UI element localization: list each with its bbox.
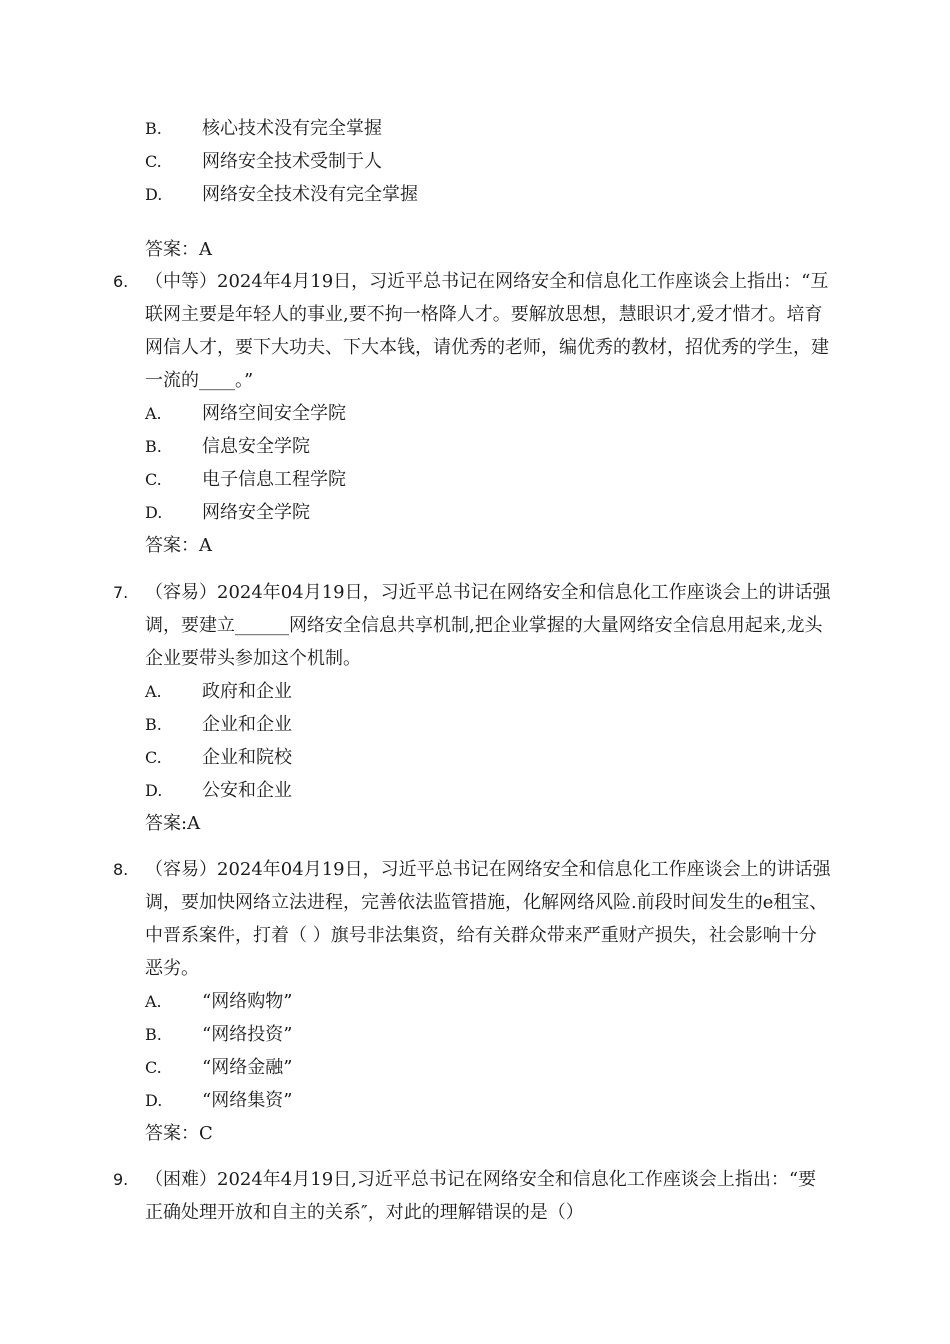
question-8 (113, 853, 833, 1150)
option-text: 网络安全技术受制于人 (202, 151, 382, 172)
option-letter: C. (145, 152, 162, 171)
question-options (145, 985, 833, 1117)
option-b (145, 1018, 833, 1051)
option-text: 信息安全学院 (202, 436, 310, 457)
option-letter: C. (145, 470, 162, 489)
option-letter: A. (145, 404, 162, 423)
option-c (145, 463, 833, 496)
option-text: 企业和院校 (202, 747, 292, 768)
question-7 (113, 576, 833, 840)
option-letter: D. (145, 781, 163, 800)
option-text: “网络集资” (202, 1090, 293, 1111)
option-a (145, 675, 833, 708)
option-letter: D. (145, 503, 163, 522)
question-6 (113, 265, 833, 562)
question-number: 6. (113, 272, 129, 291)
question-number: 9. (113, 1170, 129, 1189)
option-text: 电子信息工程学院 (202, 469, 346, 490)
option-text: 企业和企业 (202, 714, 292, 735)
answer-line: 答案：A (145, 535, 212, 556)
option-b (145, 112, 845, 145)
option-letter: D. (145, 185, 163, 204)
option-letter: B. (145, 437, 162, 456)
option-c (145, 1051, 833, 1084)
option-text: “网络金融” (202, 1057, 293, 1078)
option-text: “网络投资” (202, 1024, 293, 1045)
option-a (145, 397, 833, 430)
option-text: 政府和企业 (202, 681, 292, 702)
option-d (145, 496, 833, 529)
option-text: 核心技术没有完全掌握 (202, 118, 382, 139)
option-text: 网络空间安全学院 (202, 403, 346, 424)
option-letter: A. (145, 682, 162, 701)
answer-line: 答案：C (145, 1123, 213, 1144)
option-letter: C. (145, 748, 162, 767)
answer-line: 答案:A (145, 813, 201, 834)
option-c (145, 145, 845, 178)
answer-line: 答案：A (145, 239, 212, 260)
option-letter: B. (145, 715, 162, 734)
question-9 (113, 1163, 833, 1229)
option-text: “网络购物” (202, 991, 293, 1012)
option-c (145, 741, 833, 774)
option-text: 网络安全学院 (202, 502, 310, 523)
question-stem: （困难）2024年4月19日,习近平总书记在网络安全和信息化工作座谈会上指出：“要正确处理开放和自主的关系″，对此的理解错误的是（） (145, 1169, 817, 1223)
option-letter: B. (145, 119, 162, 138)
question-stem: （容易）2024年04月19日，习近平总书记在网络安全和信息化工作座谈会上的讲话强调，要加快网络立法进程，完善依法监管措施，化解网络风险.前段时间发生的e租宝、中晋系案件，打着（ ）旗号非法集资，给有关群众带来严重财产损失，社会影响十分恶劣。 (145, 859, 831, 979)
question-stem: （中等）2024年4月19日，习近平总书记在网络安全和信息化工作座谈会上指出：“互联网主要是年轻人的事业,要不拘一格降人才。要解放思想，慧眼识才,爱才惜才。培育网信人才，要下大功夫、下大本钱，请优秀的老师，编优秀的教材，招优秀的学生，建一流的____。” (145, 271, 829, 391)
prev-question-options (145, 112, 845, 266)
option-letter: D. (145, 1091, 163, 1110)
question-stem: （容易）2024年04月19日，习近平总书记在网络安全和信息化工作座谈会上的讲话强调，要建立______网络安全信息共享机制,把企业掌握的大量网络安全信息用起来,龙头企业要带头参加这个机制。 (145, 582, 831, 669)
question-number: 8. (113, 860, 129, 879)
option-text: 网络安全技术没有完全掌握 (202, 184, 418, 205)
option-letter: C. (145, 1058, 162, 1077)
option-a (145, 985, 833, 1018)
option-b (145, 430, 833, 463)
option-d (145, 774, 833, 807)
option-d (145, 178, 845, 211)
question-number: 7. (113, 583, 129, 602)
option-d (145, 1084, 833, 1117)
question-options (145, 397, 833, 529)
question-options (145, 675, 833, 807)
option-b (145, 708, 833, 741)
option-text: 公安和企业 (202, 780, 292, 801)
option-letter: B. (145, 1025, 162, 1044)
option-letter: A. (145, 992, 162, 1011)
